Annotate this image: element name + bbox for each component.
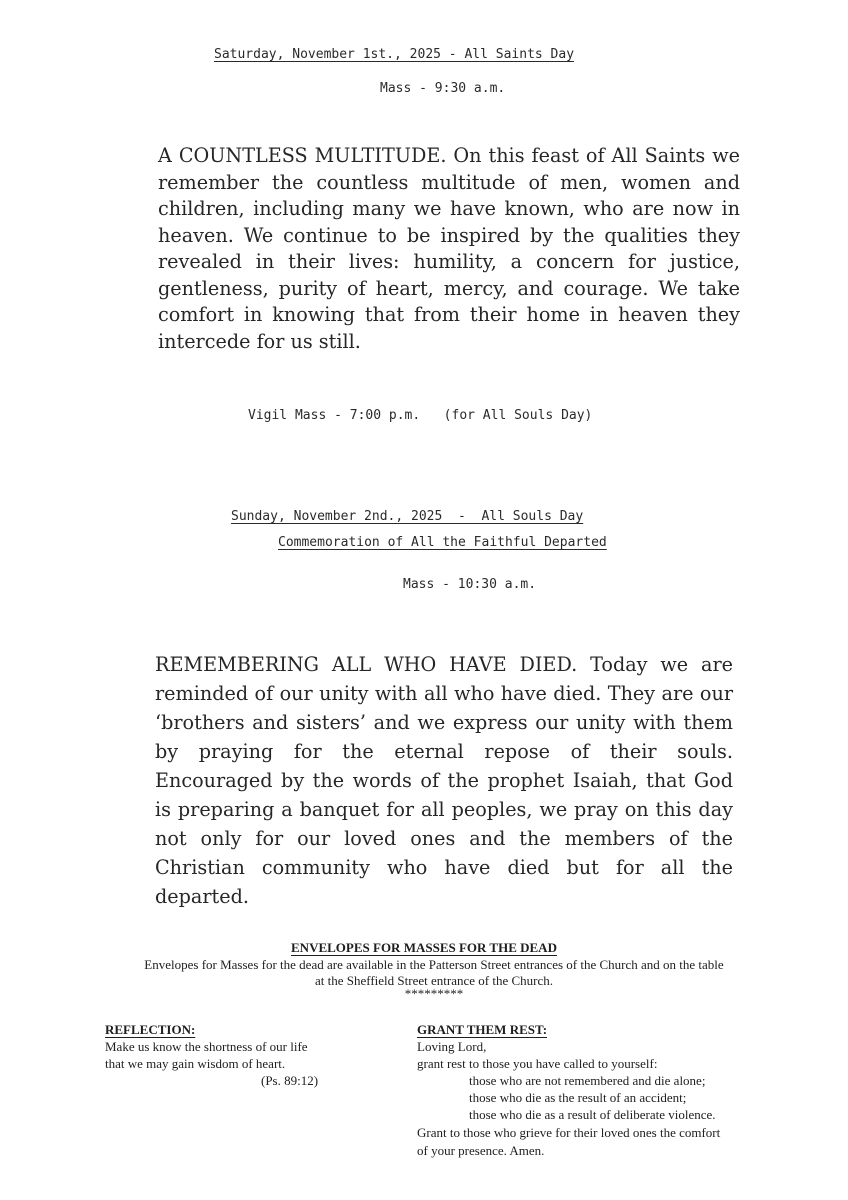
- all-souls-subheading: Commemoration of All the Faithful Departed: [278, 535, 607, 550]
- grant-line-1: Loving Lord,: [417, 1039, 487, 1054]
- envelopes-separator: *********: [404, 986, 464, 1001]
- grant-title: GRANT THEM REST:: [417, 1022, 548, 1037]
- grant-line-2: grant rest to those you have called to yourself:: [417, 1056, 658, 1071]
- all-saints-paragraph: A COUNTLESS MULTITUDE. On this feast of All Saints we remember the countless multitude of men, women and children, including many we have known, who are now in heaven. We continue to be inspired by the qualities they revealed in their lives: humility, a concern for justice, gentleness, purity of heart, mercy, and courage. We take comfort in knowing that from their home in heaven they intercede for us still.: [158, 144, 740, 353]
- all-saints-mass-time: Mass - 9:30 a.m.: [380, 81, 506, 96]
- envelopes-title: ENVELOPES FOR MASSES FOR THE DEAD: [291, 940, 557, 955]
- reflection-line-2: that we may gain wisdom of heart.: [105, 1056, 286, 1071]
- all-saints-heading: Saturday, November 1st., 2025 - All Saints Day: [214, 47, 575, 62]
- reflection-citation: (Ps. 89:12): [261, 1073, 319, 1088]
- envelopes-line-1: Envelopes for Masses for the dead are available in the Patterson Street entrances of the Church and on the table: [144, 957, 724, 972]
- grant-indent-3: those who die as a result of deliberate violence.: [469, 1107, 716, 1122]
- envelopes-line-2: at the Sheffield Street entrance of the Church.: [314, 973, 553, 988]
- grant-line-4: of your presence. Amen.: [417, 1143, 545, 1158]
- reflection-line-1: Make us know the shortness of our life: [105, 1039, 308, 1054]
- vigil-mass-time: Vigil Mass - 7:00 p.m. (for All Souls Day): [248, 408, 593, 423]
- all-souls-mass-time: Mass - 10:30 a.m.: [403, 577, 537, 592]
- grant-line-3: Grant to those who grieve for their loved ones the comfort: [417, 1125, 721, 1140]
- grant-indent-2: those who die as the result of an accident;: [469, 1090, 687, 1105]
- grant-indent-1: those who are not remembered and die alone;: [469, 1073, 706, 1088]
- all-souls-heading: Sunday, November 2nd., 2025 - All Souls Day: [231, 509, 584, 524]
- reflection-title: REFLECTION:: [105, 1022, 196, 1037]
- all-souls-paragraph: REMEMBERING ALL WHO HAVE DIED. Today we are reminded of our unity with all who have died. They are our ‘brothers and sisters’ and we express our unity with them by praying for the eternal repose of their souls. Encouraged by the words of the prophet Isaiah, that God is preparing a banquet for all peoples, we pray on this day not only for our loved ones and the members of the Christian community who have died but for all the departed.: [155, 653, 733, 908]
